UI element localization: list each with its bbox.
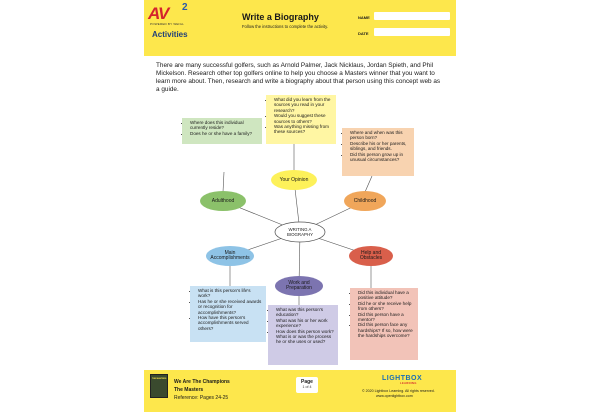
center-line-2: BIOGRAPHY xyxy=(286,232,314,237)
name-label: NAME xyxy=(358,15,370,20)
date-label: DATE xyxy=(358,31,369,36)
page-number: 1 of 4 xyxy=(302,385,312,389)
page-label: Page xyxy=(301,379,313,385)
copyright: © 2020 Lightbox Learning. All rights reserved. xyxy=(362,389,435,393)
book-cover-text: THE MASTERS xyxy=(152,378,167,380)
lightbox-logo: LIGHTBOX xyxy=(382,375,423,382)
node-opinion-label: Your Opinion xyxy=(279,177,309,183)
opinion-q2: • Would you suggest these sources to others? xyxy=(274,113,333,124)
reference: Reference: Pages 24-25 xyxy=(174,395,229,401)
accomplishments-line-2: Accomplishments xyxy=(210,255,250,261)
page-title: Write a Biography xyxy=(242,12,319,22)
node-childhood-label: Childhood xyxy=(353,198,377,204)
help-line-1: Help and xyxy=(360,249,381,256)
help-q4: • Did this person face any hardships? If so, how were the hardships overcome? xyxy=(358,322,415,338)
opinion-q3: • Was anything missing from these sources? xyxy=(274,124,333,135)
footer-bar xyxy=(144,370,456,412)
box-work xyxy=(268,305,338,365)
childhood-q1: • Where and when was this person born? xyxy=(350,130,411,141)
node-adulthood-label: Adulthood xyxy=(211,198,235,204)
help-q3: • Did this person have a mentor? xyxy=(358,312,415,323)
box-adulthood xyxy=(182,118,262,144)
box-opinion xyxy=(266,95,336,144)
childhood-q3: • Did this person grow up in unusual circumstances? xyxy=(350,152,411,163)
accomplishments-q3: • How have this person's accomplishments served others? xyxy=(198,315,263,331)
center-node-label xyxy=(275,225,325,239)
book-title: We Are The Champions xyxy=(174,379,230,385)
node-work-label xyxy=(275,279,323,293)
page-indicator xyxy=(296,377,318,393)
opinion-q1: • What did you learn from the sources you read in your research? xyxy=(274,97,333,113)
instructions: Follow the instructions to complete the activity. xyxy=(242,24,329,29)
adulthood-q1: • Where does this individual currently reside? xyxy=(190,120,259,131)
accomplishments-q2: • Has he or she received awards or recognition for accomplishments? xyxy=(198,299,263,315)
accomplishments-q1: • What is this person's life's work? xyxy=(198,288,263,299)
childhood-q2: • Describe his or her parents, siblings, and friends. xyxy=(350,141,411,152)
book-cover xyxy=(150,374,168,398)
accomplishments-line-1: Main xyxy=(224,249,236,256)
adulthood-q2: • Does he or she have a family? xyxy=(190,131,259,136)
box-accomplishments xyxy=(190,286,266,342)
lightbox-subtext: LEARNING xyxy=(400,382,417,385)
box-help xyxy=(350,288,418,360)
node-accomplishments-label xyxy=(206,249,254,263)
node-help-label xyxy=(349,249,393,263)
work-q2: • What was his or her work experience? xyxy=(276,318,335,329)
work-line-1: Work and xyxy=(288,279,310,286)
center-line-1: WRITING A xyxy=(288,227,312,232)
line-adulthood-box xyxy=(223,172,224,192)
logo-product: Activities xyxy=(152,30,188,39)
logo-text: AV xyxy=(148,4,169,23)
box-childhood xyxy=(342,128,414,176)
website-url[interactable]: www.openlightbox.com xyxy=(376,394,413,398)
help-q1: • Did this individual have a positive attitude? xyxy=(358,290,415,301)
work-q1: • What was this person's education? xyxy=(276,307,335,318)
worksheet-page xyxy=(144,0,456,412)
help-q2: • Did he or she receive help from others? xyxy=(358,301,415,312)
logo-superscript: 2 xyxy=(182,2,188,13)
work-q3: • How does this person work? What is or was the process he or she uses or used? xyxy=(276,329,335,345)
help-line-2: Obstacles xyxy=(359,255,383,261)
line-childhood-box xyxy=(365,176,372,192)
intro-paragraph: There are many successful golfers, such as Arnold Palmer, Jack Nicklaus, Jordan Spieth, and Phil Mickelson. Research other top golfers online to help you choose a Masters winner that you want to learn more about. Then, research and write a biography about that person using this concept web as a guide. xyxy=(156,62,441,93)
work-line-2: Preparation xyxy=(286,285,312,291)
series-name: The Masters xyxy=(174,387,204,393)
logo-subtext: POWERED BY WEIGL xyxy=(150,22,184,26)
